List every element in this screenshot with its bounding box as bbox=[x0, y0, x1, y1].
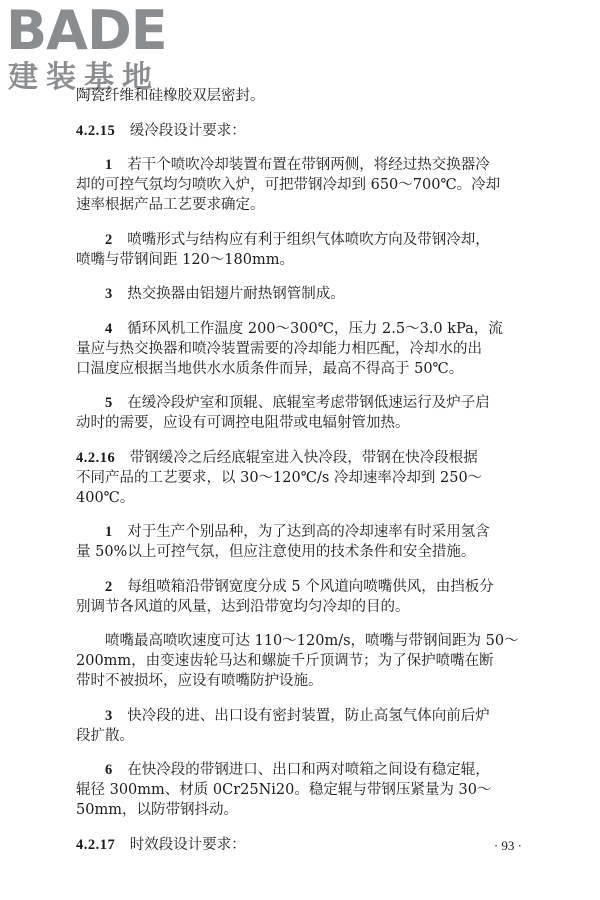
text-line: 6 在快冷段的带钢进口、出口和两对喷箱之间设有稳定辊， bbox=[105, 762, 490, 778]
text-line: 不同产品的工艺要求，以 30～120℃/s 冷却速率冷却到 250～ bbox=[76, 469, 483, 486]
text-line: 带时不被损坏，应设有喷嘴防护设施。 bbox=[76, 673, 323, 689]
text-line: 50mm，以防带钢抖动。 bbox=[76, 802, 238, 818]
text-line: 4 循环风机工作温度 200～300℃，压力 2.5～3.0 kPa，流 bbox=[105, 320, 503, 337]
text-line: 200mm，由变速齿轮马达和螺旋千斤顶调节；为了保护喷嘴在断 bbox=[76, 653, 494, 669]
text-line: 辊径 300mm、材质 0Cr25Ni20。稳定辊与带钢压紧量为 30～ bbox=[76, 782, 492, 798]
clause-number: 6 bbox=[105, 762, 113, 778]
text-line: 口温度应根据当地供水水质条件而异，最高不得高于 50℃。 bbox=[76, 360, 464, 377]
logo-text-en: BADE bbox=[6, 0, 167, 62]
clause-number: 1 bbox=[105, 157, 113, 173]
section-heading-4-2-16: 4.2.16 带钢缓冷之后经底辊室进入快冷段，带钢在快冷段根据 bbox=[76, 449, 478, 466]
document-page bbox=[76, 86, 526, 855]
text-line: 喷嘴最高喷吹速度可达 110～120m/s，喷嘴与带钢间距为 50～ bbox=[105, 633, 519, 649]
text-line: 3 快冷段的进、出口设有密封装置，防止高氢气体向前后炉 bbox=[105, 707, 490, 724]
clause-number: 4.2.16 bbox=[76, 449, 116, 466]
text-line: 别调节各风道的风量，达到沿带宽均匀冷却的目的。 bbox=[76, 598, 410, 615]
clause-number: 3 bbox=[105, 286, 113, 302]
text-line: 2 每组喷箱沿带钢宽度分成 5 个风道向喷嘴供风，由挡板分 bbox=[105, 578, 494, 595]
clause-number: 4 bbox=[105, 320, 113, 337]
text-line: 2 喷嘴形式与结构应有利于组织气体喷吹方向及带钢冷却， bbox=[105, 231, 490, 248]
text-line: 1 若干个喷吹冷却装置布置在带钢两侧，将经过热交换器冷 bbox=[105, 157, 490, 173]
text-line: 400℃。 bbox=[76, 489, 135, 506]
section-heading-4-2-17: 4.2.17 时效段设计要求： bbox=[76, 836, 246, 853]
section-heading-4-2-15: 4.2.15 缓冷段设计要求： bbox=[76, 122, 246, 139]
text-line: 喷嘴与带钢间距 120～180mm。 bbox=[76, 251, 294, 268]
text-line: 陶瓷纤维和硅橡胶双层密封。 bbox=[76, 88, 265, 104]
clause-number: 4.2.15 bbox=[76, 122, 116, 139]
text-line: 量 50%以上可控气氛，但应注意使用的技术条件和安全措施。 bbox=[76, 544, 476, 560]
clause-number: 3 bbox=[105, 707, 113, 724]
text-line: 1 对于生产个别品种，为了达到高的冷却速率有时采用氢含 bbox=[105, 524, 490, 540]
text-line: 5 在缓冷段炉室和顶辊、底辊室考虑带钢低速运行及炉子启 bbox=[105, 395, 490, 411]
clause-number: 5 bbox=[105, 395, 113, 411]
text-line: 速率根据产品工艺要求确定。 bbox=[76, 197, 265, 213]
clause-number: 2 bbox=[105, 231, 113, 248]
clause-number: 1 bbox=[105, 524, 113, 540]
text-line: 3 热交换器由铝翅片耐热钢管制成。 bbox=[105, 286, 345, 302]
bade-logo bbox=[6, 0, 176, 96]
text-line: 量应与热交换器和喷冷装置需要的冷却能力相匹配，冷却水的出 bbox=[76, 340, 482, 357]
text-line: 动时的需要，应设有可调控电阻带或电辐射管加热。 bbox=[76, 415, 410, 431]
clause-number: 4.2.17 bbox=[76, 836, 116, 853]
page-number: · 93 · bbox=[493, 838, 522, 853]
logo-text-cn: 建装基地 bbox=[8, 60, 160, 95]
text-line: 段扩散。 bbox=[76, 727, 134, 744]
clause-number: 2 bbox=[105, 578, 113, 595]
text-line: 却的可控气氛均匀喷吹入炉，可把带钢冷却到 650～700℃。冷却 bbox=[76, 177, 501, 193]
